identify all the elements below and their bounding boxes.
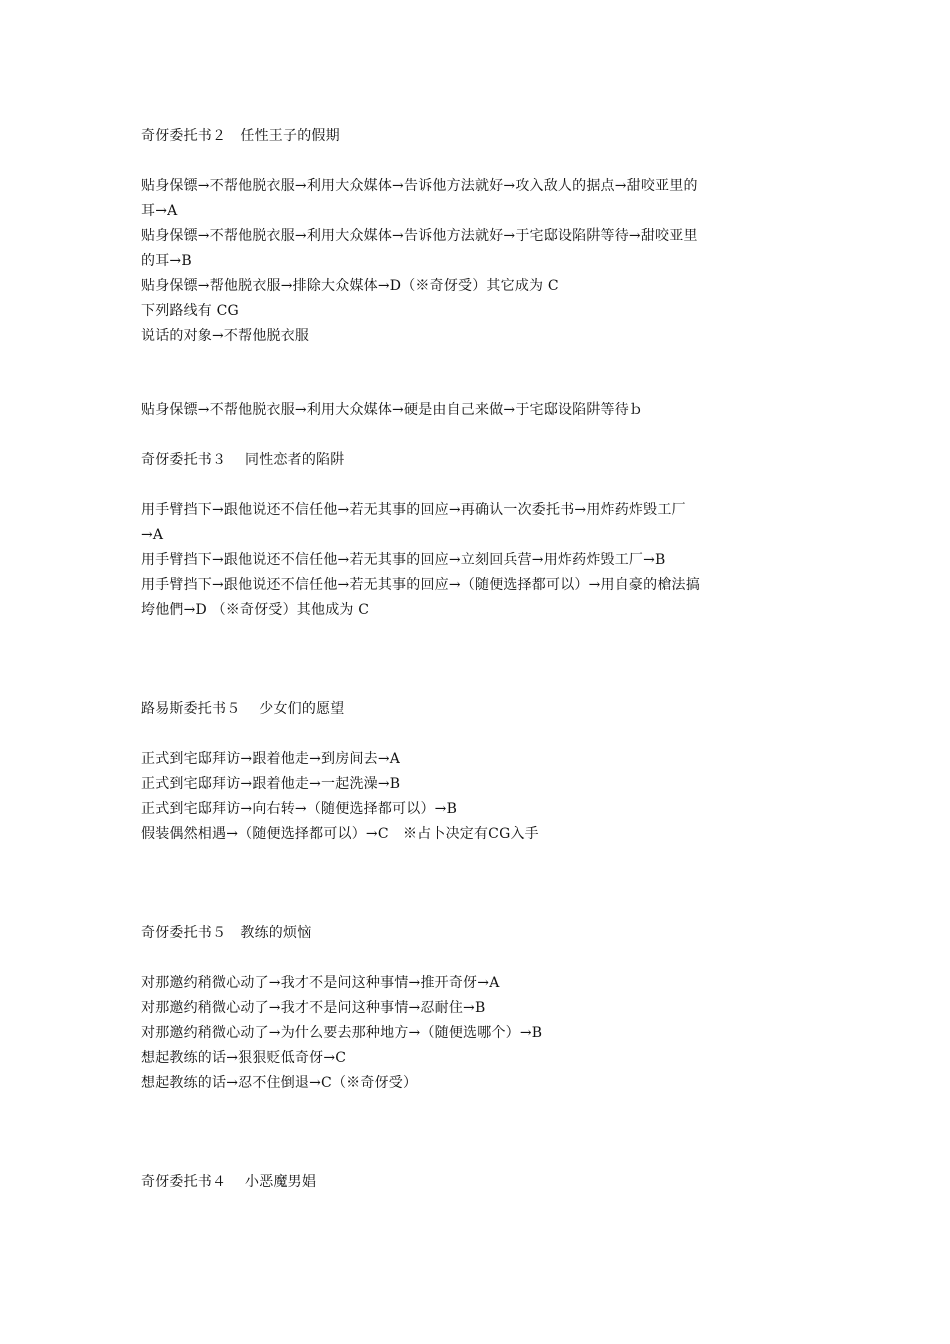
text-line: 对那邀约稍微心动了→我才不是问这种事情→忍耐住→B: [141, 1000, 486, 1016]
text-line: 对那邀约稍微心动了→为什么要去那种地方→（随便选哪个）→B: [141, 1025, 543, 1041]
text-line: 正式到宅邸拜访→跟着他走→一起洗澡→B: [141, 776, 401, 792]
text-line: 正式到宅邸拜访→跟着他走→到房间去→A: [141, 751, 401, 767]
section-title: 奇伢委托书２ 任性王子的假期: [141, 128, 340, 144]
section-title: 奇伢委托书３ 同性恋者的陷阱: [141, 452, 345, 468]
text-line: 想起教练的话→忍不住倒退→C（※奇伢受）: [141, 1075, 418, 1091]
text-line: 对那邀约稍微心动了→我才不是问这种事情→推开奇伢→A: [141, 975, 500, 991]
text-line: 假装偶然相遇→（随便选择都可以）→C ※占卜决定有CG入手: [141, 826, 539, 842]
section-title: 奇伢委托书５ 教练的烦恼: [141, 925, 312, 941]
text-line: 贴身保镖→不帮他脱衣服→利用大众媒体→告诉他方法就好→于宅邸设陷阱等待→甜咬亚里: [141, 228, 698, 244]
text-line: 用手臂挡下→跟他说还不信任他→若无其事的回应→立刻回兵营→用炸药炸毁工厂→B: [141, 552, 666, 568]
text-line: 的耳→B: [141, 253, 192, 269]
text-line: 正式到宅邸拜访→向右转→（随便选择都可以）→B: [141, 801, 458, 817]
text-line: 用手臂挡下→跟他说还不信任他→若无其事的回应→（随便选择都可以）→用自豪的槍法搞: [141, 577, 700, 593]
section-title: 奇伢委托书４ 小恶魔男娼: [141, 1174, 317, 1190]
text-line: 耳→A: [141, 203, 178, 219]
text-line: 垮他們→D （※奇伢受）其他成为 C: [141, 602, 370, 618]
text-line: 贴身保镖→不帮他脱衣服→利用大众媒体→硬是由自己来做→于宅邸设陷阱等待ｂ: [141, 402, 644, 418]
text-line: 贴身保镖→帮他脱衣服→排除大众媒体→D（※奇伢受）其它成为 C: [141, 278, 559, 294]
text-line: 想起教练的话→狠狠贬低奇伢→C: [141, 1050, 347, 1066]
section-title: 路易斯委托书５ 少女们的愿望: [141, 701, 345, 717]
text-line: →A: [141, 527, 164, 543]
text-line: 下列路线有 CG: [141, 303, 239, 319]
text-line: 说话的对象→不帮他脱衣服: [141, 328, 310, 344]
text-line: 用手臂挡下→跟他说还不信任他→若无其事的回应→再确认一次委托书→用炸药炸毁工厂: [141, 502, 686, 518]
text-line: 贴身保镖→不帮他脱衣服→利用大众媒体→告诉他方法就好→攻入敌人的据点→甜咬亚里的: [141, 178, 698, 194]
